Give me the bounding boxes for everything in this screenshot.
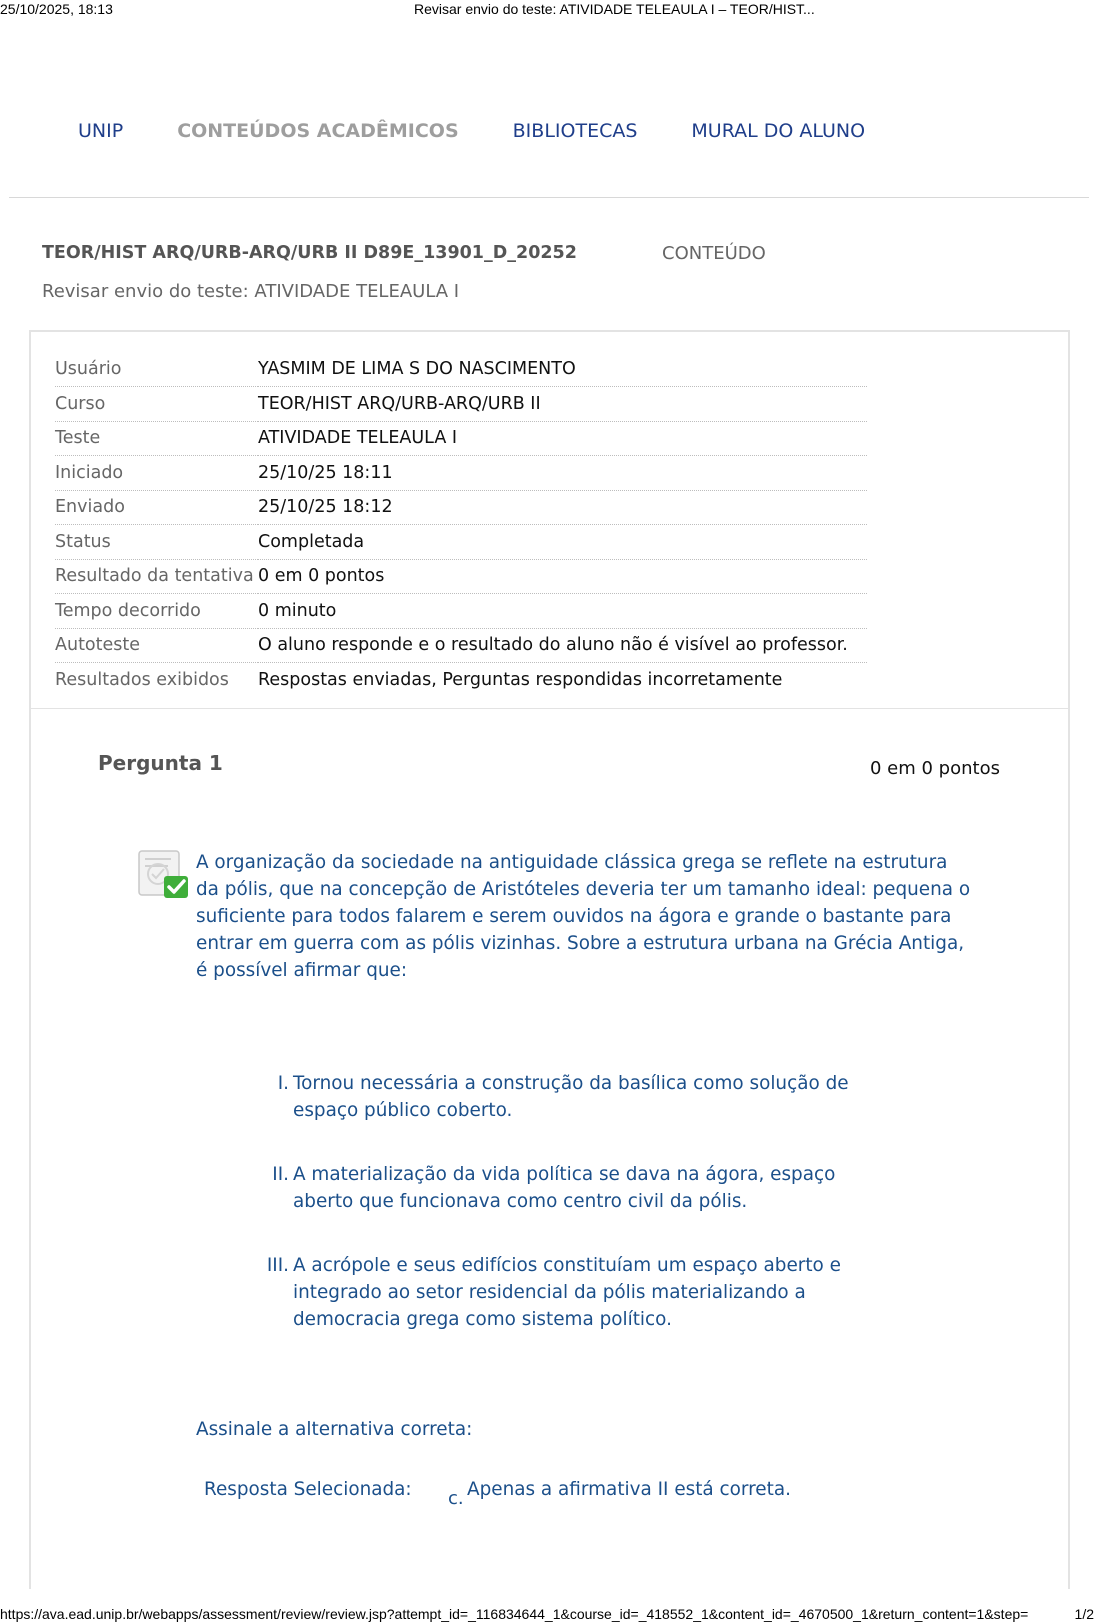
statement-list: [196, 1070, 896, 1370]
question-text: A organização da sociedade na antiguidade clássica grega se reflete na estrutura da pólis, que na concepção de Aristóteles deveria ter um tamanho ideal: pequena o suficiente para todos falarem e serem ouvidos na ágora e grande o bastante para entrar em guerra com as pólis vizinhas. Sobre a estrutura urbana na Grécia Antiga, é possível afirmar que:: [196, 852, 971, 981]
info-value: ATIVIDADE TELEAULA I: [258, 421, 867, 456]
print-page-number: 1/2: [1074, 1606, 1094, 1622]
print-timestamp: 25/10/2025, 18:13: [0, 1, 113, 17]
statement-item: [196, 1161, 896, 1215]
info-row-teste: [55, 421, 867, 456]
statement-item: [196, 1070, 896, 1124]
statement-number: II.: [272, 1164, 289, 1185]
info-key: Resultado da tentativa: [55, 559, 258, 594]
selected-answer-label: Resposta Selecionada:: [204, 1479, 412, 1500]
course-title[interactable]: TEOR/HIST ARQ/URB-ARQ/URB II D89E_13901_D_20252: [42, 243, 577, 263]
info-row-status: [55, 525, 867, 560]
info-value: YASMIM DE LIMA S DO NASCIMENTO: [258, 352, 867, 387]
content-breadcrumb-link[interactable]: CONTEÚDO: [662, 243, 766, 264]
info-value: Respostas enviadas, Perguntas respondidas incorretamente: [258, 670, 783, 690]
info-key: Resultados exibidos: [55, 670, 229, 690]
info-row-enviado: [55, 490, 867, 525]
nav-item-mural-do-aluno[interactable]: MURAL DO ALUNO: [691, 120, 866, 142]
top-nav: [78, 120, 919, 142]
info-row-iniciado: [55, 456, 867, 491]
statement-number: I.: [277, 1073, 289, 1094]
question-frame-left-border: [29, 709, 31, 1589]
attempt-info-table: [55, 352, 867, 697]
question-title: Pergunta 1: [98, 751, 223, 775]
correct-check-icon: [138, 850, 192, 900]
nav-divider: [9, 197, 1089, 198]
statement-text: A acrópole e seus edifícios constituíam um espaço aberto e integrado ao setor residencial da pólis materializando a democracia grega como sistema político.: [293, 1255, 841, 1330]
page-title: Revisar envio do teste: ATIVIDADE TELEAULA I: [42, 281, 460, 302]
statement-number: III.: [266, 1255, 289, 1276]
question-instruction: Assinale a alternativa correta:: [196, 1419, 473, 1440]
question-points: 0 em 0 pontos: [870, 758, 1000, 779]
info-row-resultados-exibidos: [55, 663, 867, 698]
print-url: https://ava.ead.unip.br/webapps/assessment/review/review.jsp?attempt_id=_116834644_1&course_id=_418552_1&content_id=_4670500_1&return_content=1&step=: [0, 1606, 1029, 1622]
info-value: 25/10/25 18:11: [258, 456, 867, 491]
info-key: Autoteste: [55, 628, 258, 663]
info-key: Curso: [55, 387, 258, 422]
info-key: Usuário: [55, 352, 258, 387]
info-key: Iniciado: [55, 456, 258, 491]
attempt-info-panel: [29, 330, 1070, 709]
selected-answer-text: Apenas a afirmativa II está correta.: [467, 1479, 791, 1500]
print-document-title: Revisar envio do teste: ATIVIDADE TELEAULA I – TEOR/HIST...: [414, 1, 815, 17]
info-row-curso: [55, 387, 867, 422]
info-row-resultado: [55, 559, 867, 594]
info-value: O aluno responde e o resultado do aluno não é visível ao professor.: [258, 628, 867, 663]
question-frame-right-border: [1068, 709, 1070, 1589]
nav-item-unip[interactable]: UNIP: [78, 120, 124, 142]
info-key: Teste: [55, 421, 258, 456]
info-value: TEOR/HIST ARQ/URB-ARQ/URB II: [258, 387, 867, 422]
info-value: 25/10/25 18:12: [258, 490, 867, 525]
info-value: 0 minuto: [258, 594, 867, 629]
info-key: Tempo decorrido: [55, 594, 258, 629]
info-key: Status: [55, 525, 258, 560]
selected-answer-letter: c.: [448, 1488, 464, 1509]
info-value: Completada: [258, 525, 867, 560]
info-row-tempo: [55, 594, 867, 629]
statement-text: Tornou necessária a construção da basílica como solução de espaço público coberto.: [293, 1073, 849, 1121]
nav-item-conteudos-academicos[interactable]: CONTEÚDOS ACADÊMICOS: [177, 120, 459, 142]
info-key: Enviado: [55, 490, 258, 525]
statement-text: A materialização da vida política se dava na ágora, espaço aberto que funcionava como centro civil da pólis.: [293, 1164, 836, 1212]
info-row-usuario: [55, 352, 867, 387]
statement-item: [196, 1252, 896, 1333]
info-value: 0 em 0 pontos: [258, 559, 867, 594]
nav-item-bibliotecas[interactable]: BIBLIOTECAS: [512, 120, 638, 142]
info-row-autoteste: [55, 628, 867, 663]
print-header: [0, 0, 1097, 18]
print-footer: [0, 1604, 1097, 1624]
